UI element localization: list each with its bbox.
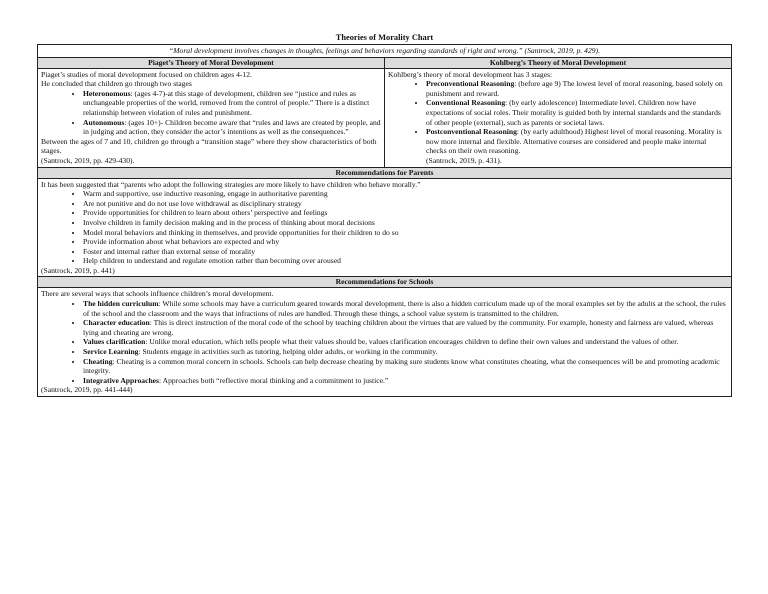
item-term: Values clarification xyxy=(83,337,146,347)
schools-citation: (Santrock, 2019, pp. 441-444) xyxy=(41,385,133,395)
piaget-intro-2: He concluded that children go through two stages xyxy=(41,79,192,89)
list-item: • Help children to understand and regulate emotion rather than becoming over aroused xyxy=(83,256,728,266)
schools-intro: There are several ways that schools influence children’s moral development. xyxy=(41,289,274,299)
item-text: : Cheating is a common moral concern in schools. Schools can help decrease cheating by making sure students know what constitutes cheating, what the consequences will be and promoting academic integrity. xyxy=(83,356,720,376)
item-term: Service Learning xyxy=(83,347,139,357)
stage-text: : (before age 9) The lowest level of moral reasoning, based solely on punishment and reward. xyxy=(426,79,723,98)
kohlberg-citation: (Santrock, 2019, p. 431). xyxy=(426,155,502,165)
item-text: : Approaches both “reflective moral thinking and a commitment to justice.” xyxy=(159,375,389,385)
list-item xyxy=(83,118,381,137)
list-item: • Are not punitive and do not use love withdrawal as disciplinary strategy xyxy=(83,199,728,209)
page-title: Theories of Morality Chart xyxy=(335,33,434,42)
list-item: • Foster and internal rather than external sense of morality xyxy=(83,247,728,257)
piaget-outro: Between the ages of 7 and 10, children go through a “transition stage” where they show characteristics of both stages. xyxy=(41,136,377,156)
parents-cell xyxy=(38,178,732,277)
schools-list xyxy=(41,299,728,385)
list-item: • Provide information about what behaviors are expected and why xyxy=(83,237,728,247)
stage-text: : (by early adulthood) Highest level of moral reasoning. Morality is now more internal and flexible. Alternative courses are considered and people make internal checks on their own reasoning. xyxy=(426,127,722,156)
item-term: The hidden curriculum xyxy=(83,299,159,309)
schools-header: Recommendations for Schools xyxy=(38,277,732,288)
list-item xyxy=(426,98,728,127)
stage-text: : (ages 10+)- Children become aware that “rules and laws are created by people, and in judging and action, they consider the actor’s intentions as well as the consequences.” xyxy=(83,117,381,137)
stage-text: : (by early adolescence) Intermediate level. Children now have expectations of social roles. Their morality is guided both by internal standards and the standards of other people (external), such as parents or societal laws. xyxy=(426,98,721,127)
morality-chart-table xyxy=(37,44,732,397)
list-item xyxy=(83,337,728,347)
parents-intro: It has been suggested that “parents who adopt the following strategies are more likely to have children who behave morally.” xyxy=(41,179,421,189)
schools-cell xyxy=(38,288,732,397)
parents-citation: (Santrock, 2019, p. 441) xyxy=(41,265,115,275)
stage-text: : (ages 4-7)-at this stage of development, children see “justice and rules as unchangeable properties of the world, removed from the control of people.” There is a distinct relationship between violation of rules and punishment. xyxy=(83,88,370,117)
piaget-stage-list xyxy=(41,89,381,137)
list-item: • Provide opportunities for children to learn about others’ perspective and feelings xyxy=(83,208,728,218)
item-text: : Students engage in activities such as tutoring, helping older adults, or working in the community. xyxy=(138,347,438,357)
list-item xyxy=(426,127,728,156)
kohlberg-intro: Kohlberg’s theory of moral development has 3 stages: xyxy=(388,69,553,79)
stage-term: Conventional Reasoning xyxy=(426,98,506,108)
item-term: Cheating xyxy=(83,356,113,366)
piaget-cell xyxy=(38,68,385,167)
stage-term: Postconventional Reasoning xyxy=(426,127,517,137)
piaget-citation: (Santrock, 2019, pp. 429-430). xyxy=(41,155,135,165)
parents-header: Recommendations for Parents xyxy=(38,167,732,178)
list-item: • Involve children in family decision making and in the process of thinking about moral decisions xyxy=(83,218,728,228)
list-item xyxy=(83,89,381,118)
piaget-intro-1: Piaget’s studies of moral development focused on children ages 4-12. xyxy=(41,69,252,79)
definition-quote: “Moral development involves changes in thoughts, feelings and behaviors regarding standards of right and wrong.” (Santrock, 2019, p. 429). xyxy=(38,45,732,58)
parents-list xyxy=(41,189,728,266)
list-item xyxy=(83,376,728,386)
kohlberg-cell xyxy=(385,68,732,167)
list-item xyxy=(83,357,728,376)
item-term: Character education xyxy=(83,318,150,328)
list-item: • Model moral behaviors and thinking in themselves, and provide opportunities for their children to do so xyxy=(83,228,728,238)
list-item xyxy=(83,318,728,337)
item-text: : This is direct instruction of the moral code of the school by teaching children about the virtues that are valued by the community. For example, honesty and fairness are valued, whereas lying and cheating are wrong. xyxy=(83,318,714,337)
list-item xyxy=(83,299,728,318)
item-text: : Unlike moral education, which tells people what their values should be, values clarification encourages children to define their own values and understand the values of other. xyxy=(145,337,679,347)
kohlberg-stage-list xyxy=(388,79,728,156)
item-text: : While some schools may have a curriculum geared towards moral development, there is also a hidden curriculum made up of the moral examples set by the adults at the school, the rules of the school and the classroom and the ways that infractions of rules are handled. Through these things, a school value system is transmitted to the children. xyxy=(83,299,726,318)
list-item: • Warm and supportive, use inductive reasoning, engage in authoritative parenting xyxy=(83,189,728,199)
list-item xyxy=(426,79,728,98)
stage-term: Heteronomous xyxy=(83,88,131,98)
stage-term: Autonomous xyxy=(83,117,125,127)
list-item xyxy=(83,347,728,357)
piaget-header: Piaget’s Theory of Moral Development xyxy=(38,57,385,68)
document-page xyxy=(37,32,732,397)
kohlberg-header: Kohlberg’s Theory of Moral Development xyxy=(385,57,732,68)
stage-term: Preconventional Reasoning xyxy=(426,79,515,89)
item-term: Integrative Approaches xyxy=(83,375,160,385)
